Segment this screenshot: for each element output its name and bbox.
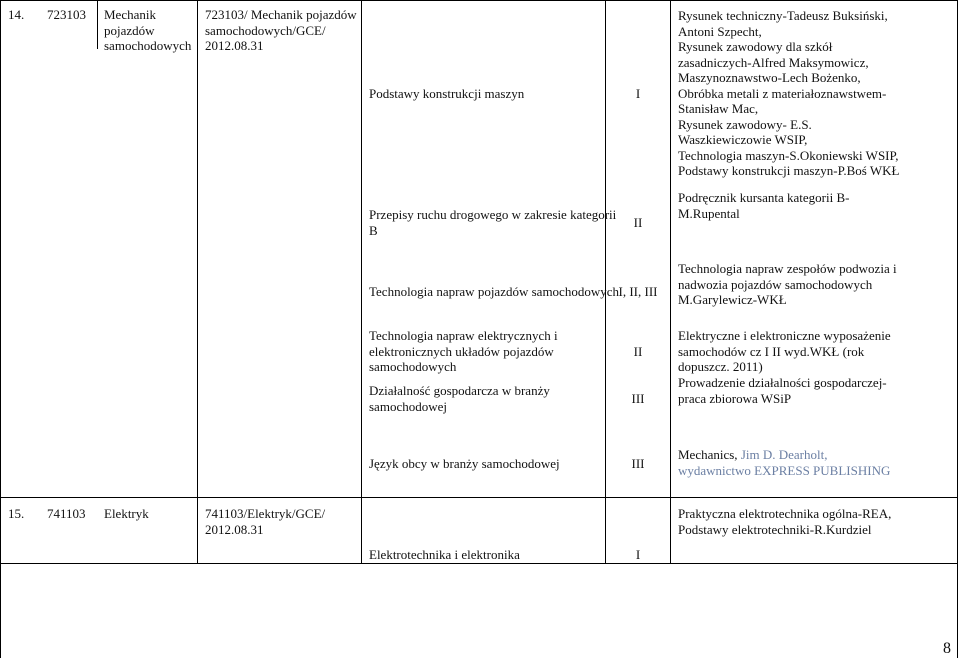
profession-name: Elektryk	[104, 506, 149, 521]
profession-code: 741103	[47, 506, 86, 521]
subject-name: Technologia napraw elektrycznych i elektronicznych układów pojazdów samochodowych	[369, 328, 558, 374]
class-level: II	[633, 215, 643, 230]
program-number: 741103/Elektryk/GCE/ 2012.08.31	[205, 506, 326, 537]
class-level: I	[635, 547, 641, 562]
row-number: 14.	[8, 7, 25, 22]
textbook-list: Praktyczna elektrotechnika ogólna-REA, Podstawy elektrotechniki-R.Kurdziel	[678, 506, 892, 537]
grid-line	[0, 0, 1, 658]
profession-name: Mechanik pojazdów samochodowych	[104, 7, 192, 53]
row-number: 15.	[8, 506, 25, 521]
grid-line	[0, 497, 958, 498]
class-level: I	[635, 86, 641, 101]
grid-line	[0, 563, 958, 564]
subject-name: Elektrotechnika i elektronika	[369, 547, 520, 562]
class-level: III	[631, 391, 645, 406]
class-level: I, II, III	[618, 284, 658, 299]
subject-name: Technologia napraw pojazdów samochodowych	[369, 284, 619, 299]
grid-line	[0, 0, 958, 1]
textbook-list: Mechanics, Jim D. Dearholt, wydawnictwo EXPRESS PUBLISHING	[678, 447, 891, 478]
subject-name: Działalność gospodarcza w branży samochodowej	[369, 383, 550, 414]
grid-line	[361, 0, 362, 563]
subject-name: Podstawy konstrukcji maszyn	[369, 86, 525, 101]
program-number: 723103/ Mechanik pojazdów samochodowych/GCE/ 2012.08.31	[205, 7, 357, 53]
profession-code: 723103	[47, 7, 86, 22]
publisher-name: wydawnictwo EXPRESS PUBLISHING	[678, 462, 891, 478]
textbook-list: Rysunek techniczny-Tadeusz Buksiński, Antoni Szpecht, Rysunek zawodowy dla szkół zasadniczych-Alfred Maksymowicz, Maszynoznawstwo-Lech Bożenko, Obróbka metali z materiałoznawstwem- Stanisław Mac, Rysunek zawodowy- E.S. Waszkiewiczowie WSIP, Technologia maszyn-S.Okoniewski WSIP, Podstawy konstrukcji maszyn-P.Boś WKŁ	[678, 8, 900, 178]
grid-line	[197, 0, 198, 563]
textbook-list: Elektryczne i elektroniczne wyposażenie samochodów cz I II wyd.WKŁ (rok dopuszcz. 2011)	[678, 328, 891, 374]
class-level: III	[631, 456, 645, 471]
grid-line	[957, 0, 958, 658]
grid-line	[97, 0, 98, 49]
textbook-list: Technologia napraw zespołów podwozia i nadwozia pojazdów samochodowych M.Garylewicz-WKŁ	[678, 261, 897, 307]
grid-line	[670, 0, 671, 563]
textbook-list: Prowadzenie działalności gospodarczej- praca zbiorowa WSiP	[678, 375, 887, 406]
textbook-list: Podręcznik kursanta kategorii B- M.Rupental	[678, 190, 850, 221]
subject-name: Przepisy ruchu drogowego w zakresie kategorii B	[369, 207, 617, 238]
subject-name: Język obcy w branży samochodowej	[369, 456, 560, 471]
page-number: 8	[943, 640, 951, 657]
class-level: II	[633, 344, 643, 359]
grid-line	[605, 0, 606, 563]
author-name: Jim D. Dearholt,	[740, 447, 828, 462]
